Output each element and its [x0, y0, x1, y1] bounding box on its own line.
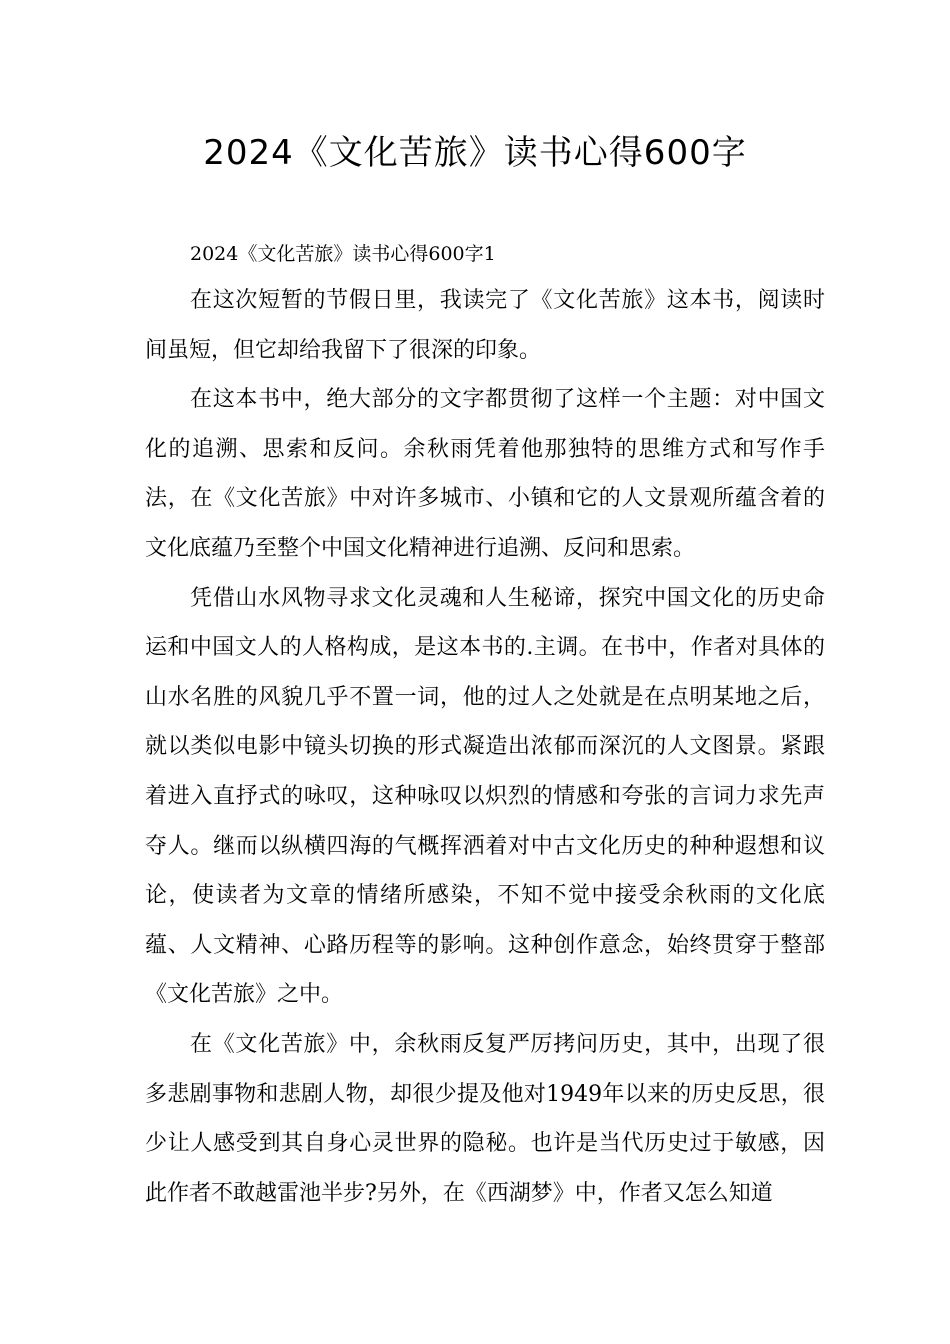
paragraph-4: 在《文化苦旅》中，余秋雨反复严厉拷问历史，其中，出现了很多悲剧事物和悲剧人物，却很少提及他对1949年以来的历史反思，很少让人感受到其自身心灵世界的隐秘。也许是当代历史过于敏感，因此作者不敢越雷池半步?另外，在《西湖梦》中，作者又怎么知道	[145, 1031, 825, 1206]
section-subheading: 2024《文化苦旅》读书心得600字1	[190, 243, 496, 265]
paragraph-1: 在这次短暂的节假日里，我读完了《文化苦旅》这本书，阅读时间虽短，但它却给我留下了很深的印象。	[145, 288, 825, 363]
document-title: 2024《文化苦旅》读书心得600字	[203, 133, 747, 173]
paragraph-3: 凭借山水风物寻求文化灵魂和人生秘谛，探究中国文化的历史命运和中国文人的人格构成，是这本书的.主调。在书中，作者对具体的山水名胜的风貌几乎不置一词，他的过人之处就是在点明某地之后，就以类似电影中镜头切换的形式凝造出浓郁而深沉的人文图景。紧跟着进入直抒式的咏叹，这种咏叹以炽烈的情感和夸张的言词力求先声夺人。继而以纵横四海的气概挥洒着对中古文化历史的种种遐想和议论，使读者为文章的情绪所感染，不知不觉中接受余秋雨的文化底蕴、人文精神、心路历程等的影响。这种创作意念，始终贯穿于整部《文化苦旅》之中。	[145, 585, 825, 1008]
paragraph-2: 在这本书中，绝大部分的文字都贯彻了这样一个主题：对中国文化的追溯、思索和反问。余秋雨凭着他那独特的思维方式和写作手法，在《文化苦旅》中对许多城市、小镇和它的人文景观所蕴含着的文化底蕴乃至整个中国文化精神进行追溯、反问和思索。	[145, 387, 825, 561]
document-body	[145, 232, 825, 1218]
